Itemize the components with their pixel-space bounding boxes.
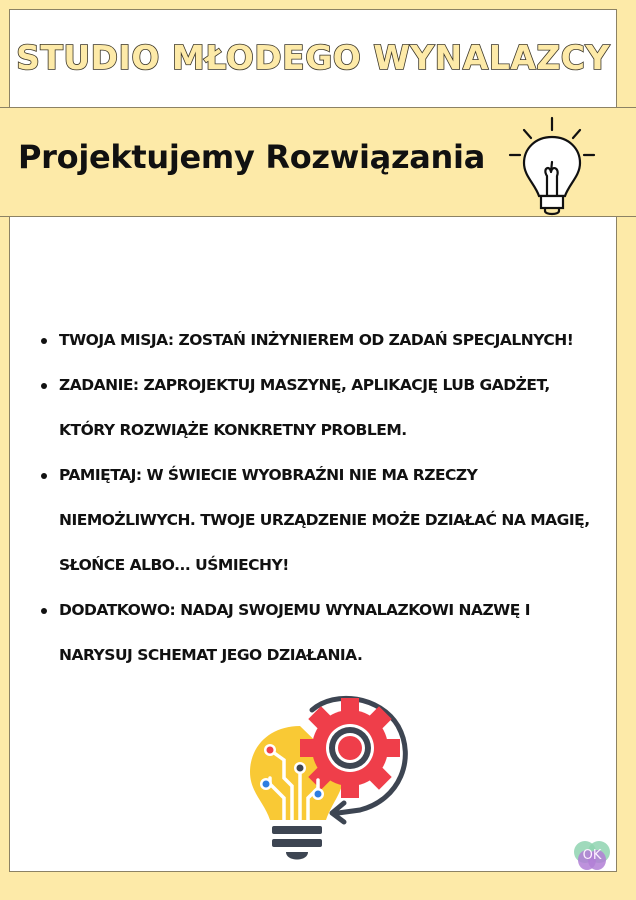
page-title: STUDIO MŁODEGO WYNALAZCY: [16, 38, 610, 77]
lightbulb-gear-idea-icon: [240, 688, 420, 868]
list-item: PAMIĘTAJ: W ŚWIECIE WYOBRAŹNI NIE MA RZECZY NIEMOŻLIWYCH. TWOJE URZĄDZENIE MOŻE DZIAŁAĆ NA MAGIĘ, SŁOŃCE ALBO... UŚMIECHY!: [38, 453, 608, 588]
brain-logo-icon: [572, 837, 612, 873]
list-item: DODATKOWO: NADAJ SWOJEMU WYNALAZKOWI NAZWĘ I NARYSUJ SCHEMAT JEGO DZIAŁANIA.: [38, 588, 608, 678]
list-item: ZADANIE: ZAPROJEKTUJ MASZYNĘ, APLIKACJĘ LUB GADŻET, KTÓRY ROZWIĄŻE KONKRETNY PROBLEM.: [38, 363, 608, 453]
page-subtitle: Projektujemy Rozwiązania: [18, 138, 486, 176]
lightbulb-outline-icon: [502, 110, 602, 220]
svg-text:OK: OK: [582, 848, 602, 863]
instructions-list: [38, 318, 608, 678]
list-item: TWOJA MISJA: ZOSTAŃ INŻYNIEREM OD ZADAŃ SPECJALNYCH!: [38, 318, 608, 363]
